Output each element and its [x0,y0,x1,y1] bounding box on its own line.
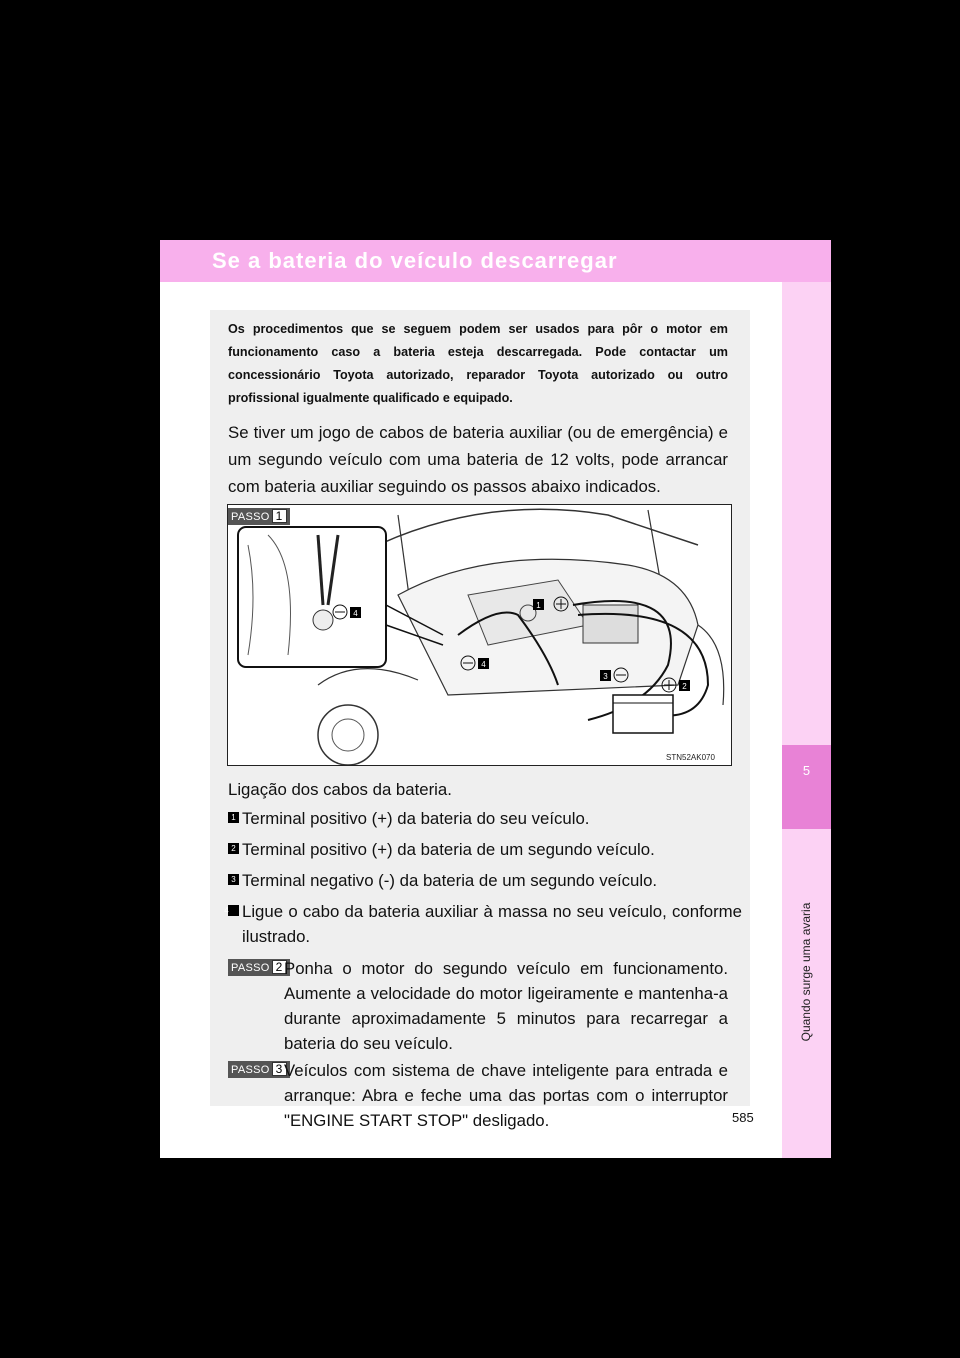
instructions-paragraph: Se tiver um jogo de cabos de bateria auxiliar (ou de emergência) e um segundo veículo com uma bateria de 12 volts, pode arrancar com bateria auxiliar seguindo os passos abaixo indicados. [228,423,728,496]
svg-text:1: 1 [536,601,541,610]
step-3-number: 3 [272,1062,287,1076]
section-header [160,240,831,282]
step-1-badge [228,508,290,525]
step-3-badge [228,1061,290,1078]
jump-start-illustration [227,504,732,766]
list-item [228,806,728,831]
list-item [228,837,728,862]
step-2-text: Ponha o motor do segundo veículo em funcionamento. Aumente a velocidade do motor ligeiramente e mantenha-a durante aproximadamente 5 minutos para recarregar a bateria do seu veículo. [284,959,728,1053]
svg-text:4: 4 [481,660,486,669]
section-title: Se a bateria do veículo descarregar [212,248,618,273]
step-2-label: PASSO [231,962,270,974]
item-marker: 3 [228,874,239,885]
step-2-number: 2 [272,960,287,974]
chapter-label: Quando surge uma avaria [799,902,813,1042]
figure-code: STN52AK070 [666,753,715,762]
item-text: Terminal positivo (+) da bateria de um segundo veículo. [242,840,655,859]
engine-bay-drawing [228,505,731,765]
item-marker: 4 [228,905,239,916]
chapter-number: 5 [802,763,811,778]
step-3-label: PASSO [231,1064,270,1076]
list-item [228,868,728,893]
figure-caption: Ligação dos cabos da bateria. [228,780,452,799]
step-2-badge [228,959,290,976]
step-1-label: PASSO [231,511,270,523]
item-text: Terminal negativo (-) da bateria de um segundo veículo. [242,871,658,890]
item-text: Ligue o cabo da bateria auxiliar à massa no seu veículo, conforme ilustrado. [242,902,742,946]
svg-text:3: 3 [603,672,608,681]
step-1-number: 1 [272,509,287,523]
svg-text:4: 4 [353,609,358,618]
chapter-tab [782,745,831,829]
item-marker: 2 [228,843,239,854]
list-item [224,899,742,949]
manual-page [160,240,831,1158]
step-3-text: Veículos com sistema de chave inteligente para entrada e arranque: Abra e feche uma das portas com o interruptor "ENGINE START STOP" desligado. [284,1061,728,1130]
intro-text: Os procedimentos que se seguem podem ser usados para pôr o motor em funcionamento caso a bateria esteja descarregada. Pode contactar um concessionário Toyota autorizado, reparador Toyota autorizado ou outro profissional igualmente qualificado e equipado. [228,322,728,405]
svg-text:2: 2 [682,682,687,691]
item-text: Terminal positivo (+) da bateria do seu veículo. [242,809,590,828]
item-marker: 1 [228,812,239,823]
page-number: 585 [732,1110,754,1125]
